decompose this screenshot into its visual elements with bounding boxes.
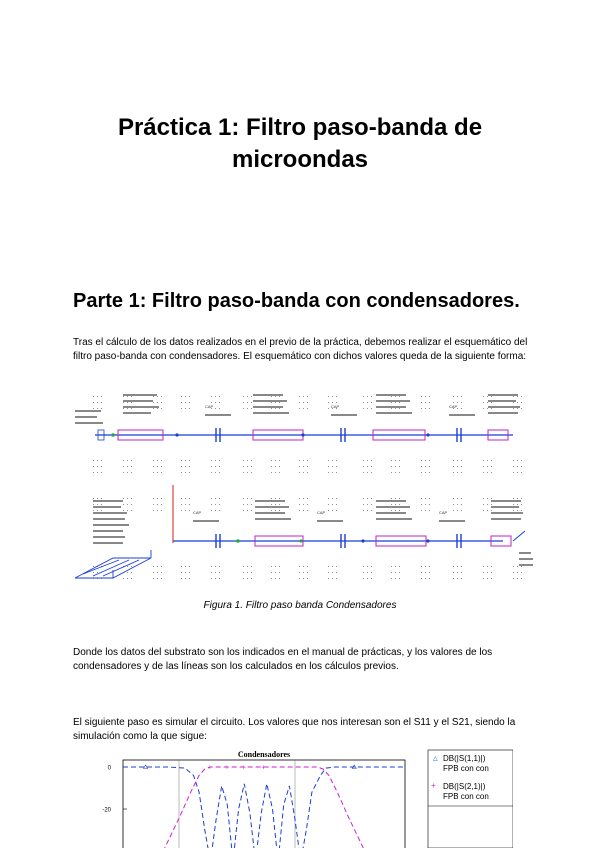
series-s21-marker: + xyxy=(207,764,213,772)
page-title: Práctica 1: Filtro paso-banda de microondas xyxy=(117,114,483,173)
legend-sublabel-s21: FPB con con xyxy=(443,792,489,801)
paragraph-intro: Tras el cálculo de los datos realizados en el previo de la práctica, debemos realizar el esquemático del filtro paso-banda con condensadores. El esquemático con dichos valores queda de la siguiente forma: xyxy=(73,337,528,362)
schematic-figure xyxy=(73,388,535,593)
legend-marker-s21: + xyxy=(431,781,436,790)
y-tick-label: 0 xyxy=(107,765,111,772)
cap-label: CAP xyxy=(439,510,448,515)
plot-area xyxy=(123,760,405,848)
legend-label-s11: DB(|S(1,1)|) xyxy=(443,754,486,763)
simulation-chart xyxy=(73,748,513,848)
schematic-row-2 xyxy=(75,485,533,578)
schematic-grid xyxy=(93,396,522,579)
cap-label: CAP xyxy=(317,510,326,515)
series-s21-marker: + xyxy=(261,764,266,772)
y-tick-label: -20 xyxy=(102,807,111,814)
substrate-icon xyxy=(75,550,151,578)
paragraph-simulation: El siguiente paso es simular el circuito. Los valores que nos interesan son el S11 y el S21, siendo la simulación como la que sigue: xyxy=(73,717,516,742)
cap-label: CAP xyxy=(205,404,214,409)
cap-label: CAP xyxy=(449,404,458,409)
cap-label: CAP xyxy=(331,404,340,409)
schematic-row-1 xyxy=(75,394,520,442)
chart-title: Condensadores xyxy=(237,750,291,759)
series-s21-marker: + xyxy=(241,764,246,772)
section-heading: Parte 1: Filtro paso-banda con condensadores. xyxy=(73,290,520,312)
legend-label-s21: DB(|S(2,1)|) xyxy=(443,782,486,791)
legend-sublabel-s11: FPB con con xyxy=(443,764,489,773)
paragraph-substrate: Donde los datos del substrato son los indicados en el manual de prácticas, y los valores de los condensadores y de las líneas son los calculados en los cálculos previos. xyxy=(73,647,493,672)
legend-marker-s11: △ xyxy=(433,756,438,762)
figure-caption: Figura 1. Filtro paso banda Condensadores xyxy=(203,600,397,611)
cap-label: CAP xyxy=(193,510,202,515)
series-s21-marker: + xyxy=(224,764,229,772)
